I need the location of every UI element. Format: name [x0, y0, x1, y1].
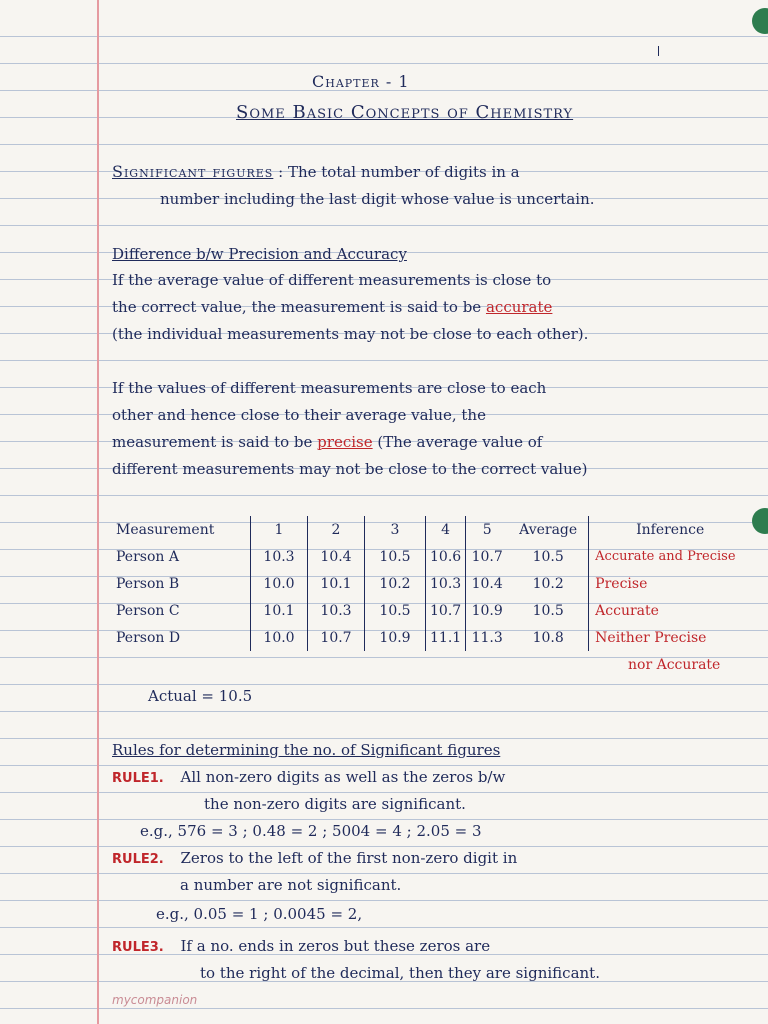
- chapter-label: Chapter - 1: [312, 72, 410, 91]
- accurate-line2-text: the correct value, the measurement is said to be: [112, 298, 482, 316]
- precise-line3-post: (The average value of: [377, 433, 543, 451]
- table-header: 1: [251, 516, 308, 543]
- rule2-label: RULE2.: [112, 852, 164, 867]
- table-header: 4: [426, 516, 466, 543]
- margin-line: [97, 0, 99, 1024]
- significant-definition: [112, 162, 520, 182]
- rule1-line1: [112, 767, 505, 789]
- table-cell: 10.3: [251, 543, 308, 570]
- table-cell: 10.7: [466, 543, 509, 570]
- brand-logo: mycompanion: [112, 993, 198, 1007]
- pen-mark: [658, 46, 659, 56]
- table-average: 10.5: [532, 602, 564, 619]
- rules-heading: Rules for determining the no. of Significant figures: [112, 741, 501, 759]
- table-inference: Accurate and Precise: [589, 543, 750, 570]
- rule3-line2: to the right of the decimal, then they are significant.: [200, 964, 600, 982]
- rule2-example: e.g., 0.05 = 1 ; 0.0045 = 2,: [156, 905, 363, 923]
- table-inference: Precise: [589, 570, 750, 597]
- rule2-text: Zeros to the left of the first non-zero digit in: [180, 849, 518, 867]
- table-cell: 10.7: [308, 624, 365, 651]
- table-header: 3: [365, 516, 426, 543]
- table-cell: 10.0: [251, 624, 308, 651]
- table-cell: 10.3: [426, 570, 466, 597]
- person-name: Person B: [116, 575, 180, 592]
- significant-line2: number including the last digit whose value is uncertain.: [160, 190, 595, 208]
- table-row: [112, 570, 749, 597]
- table-cell: 10.4: [466, 570, 509, 597]
- table-cell: 10.0: [251, 570, 308, 597]
- precise-word: precise: [317, 433, 373, 451]
- accurate-word: accurate: [485, 298, 553, 316]
- table-cell: 10.1: [251, 597, 308, 624]
- accurate-line1: If the average value of different measurements is close to: [112, 271, 552, 289]
- person-name: Person A: [116, 548, 179, 565]
- difference-heading: Difference b/w Precision and Accuracy: [112, 245, 407, 263]
- table-header: Average: [519, 521, 578, 538]
- table-cell: 10.2: [365, 570, 426, 597]
- significant-term: Significant figures: [112, 162, 274, 181]
- table-cell: 10.5: [365, 597, 426, 624]
- table-row: [112, 624, 749, 651]
- actual-value: Actual = 10.5: [148, 687, 253, 705]
- table-cell: 10.9: [466, 597, 509, 624]
- table-cell: 10.5: [365, 543, 426, 570]
- person-name: Person C: [116, 602, 180, 619]
- precise-line4: different measurements may not be close to the correct value): [112, 460, 588, 478]
- rule3-text: If a no. ends in zeros but these zeros are: [180, 937, 491, 955]
- table-header: 5: [466, 516, 509, 543]
- precise-line3: [112, 432, 542, 452]
- table-cell: 10.4: [308, 543, 365, 570]
- accurate-line3: (the individual measurements may not be close to each other).: [112, 325, 589, 343]
- table-header-row: [112, 516, 749, 543]
- rule1-text: All non-zero digits as well as the zeros b/w: [180, 768, 506, 786]
- table-inference: Accurate: [589, 597, 750, 624]
- table-average: 10.5: [532, 548, 564, 565]
- rule2-line1: [112, 848, 517, 870]
- table-row: [112, 543, 749, 570]
- page-title: Some Basic Concepts of Chemistry: [236, 102, 574, 123]
- measurement-table: [112, 516, 749, 651]
- table-cell: 11.1: [426, 624, 466, 651]
- table-cell: 10.1: [308, 570, 365, 597]
- table-average: 10.2: [532, 575, 564, 592]
- table-cell: 10.7: [426, 597, 466, 624]
- binder-hole: [752, 508, 768, 534]
- rule2-line2: a number are not significant.: [180, 876, 402, 894]
- rule1-line2: the non-zero digits are significant.: [204, 795, 466, 813]
- table-cell: 10.3: [308, 597, 365, 624]
- table-cell: 10.9: [365, 624, 426, 651]
- rule3-label: RULE3.: [112, 940, 164, 955]
- rule1-label: RULE1.: [112, 771, 164, 786]
- table-inference: Neither Precise: [589, 624, 750, 651]
- table-cell: 11.3: [466, 624, 509, 651]
- table-header: Inference: [589, 516, 750, 543]
- inference-continuation: nor Accurate: [628, 657, 721, 673]
- significant-line1: : The total number of digits in a: [278, 163, 520, 181]
- table-row: [112, 597, 749, 624]
- table-cell: 10.6: [426, 543, 466, 570]
- table-average: 10.8: [532, 629, 564, 646]
- precise-line3-pre: measurement is said to be: [112, 433, 313, 451]
- rule3-line1: [112, 936, 490, 958]
- rule1-example: e.g., 576 = 3 ; 0.48 = 2 ; 5004 = 4 ; 2.05 = 3: [140, 822, 482, 840]
- accurate-line2: [112, 297, 552, 317]
- precise-line2: other and hence close to their average value, the: [112, 406, 486, 424]
- person-name: Person D: [116, 629, 181, 646]
- precise-line1: If the values of different measurements are close to each: [112, 379, 547, 397]
- table-header: 2: [308, 516, 365, 543]
- binder-hole: [752, 8, 768, 34]
- table-header: Measurement: [116, 521, 215, 538]
